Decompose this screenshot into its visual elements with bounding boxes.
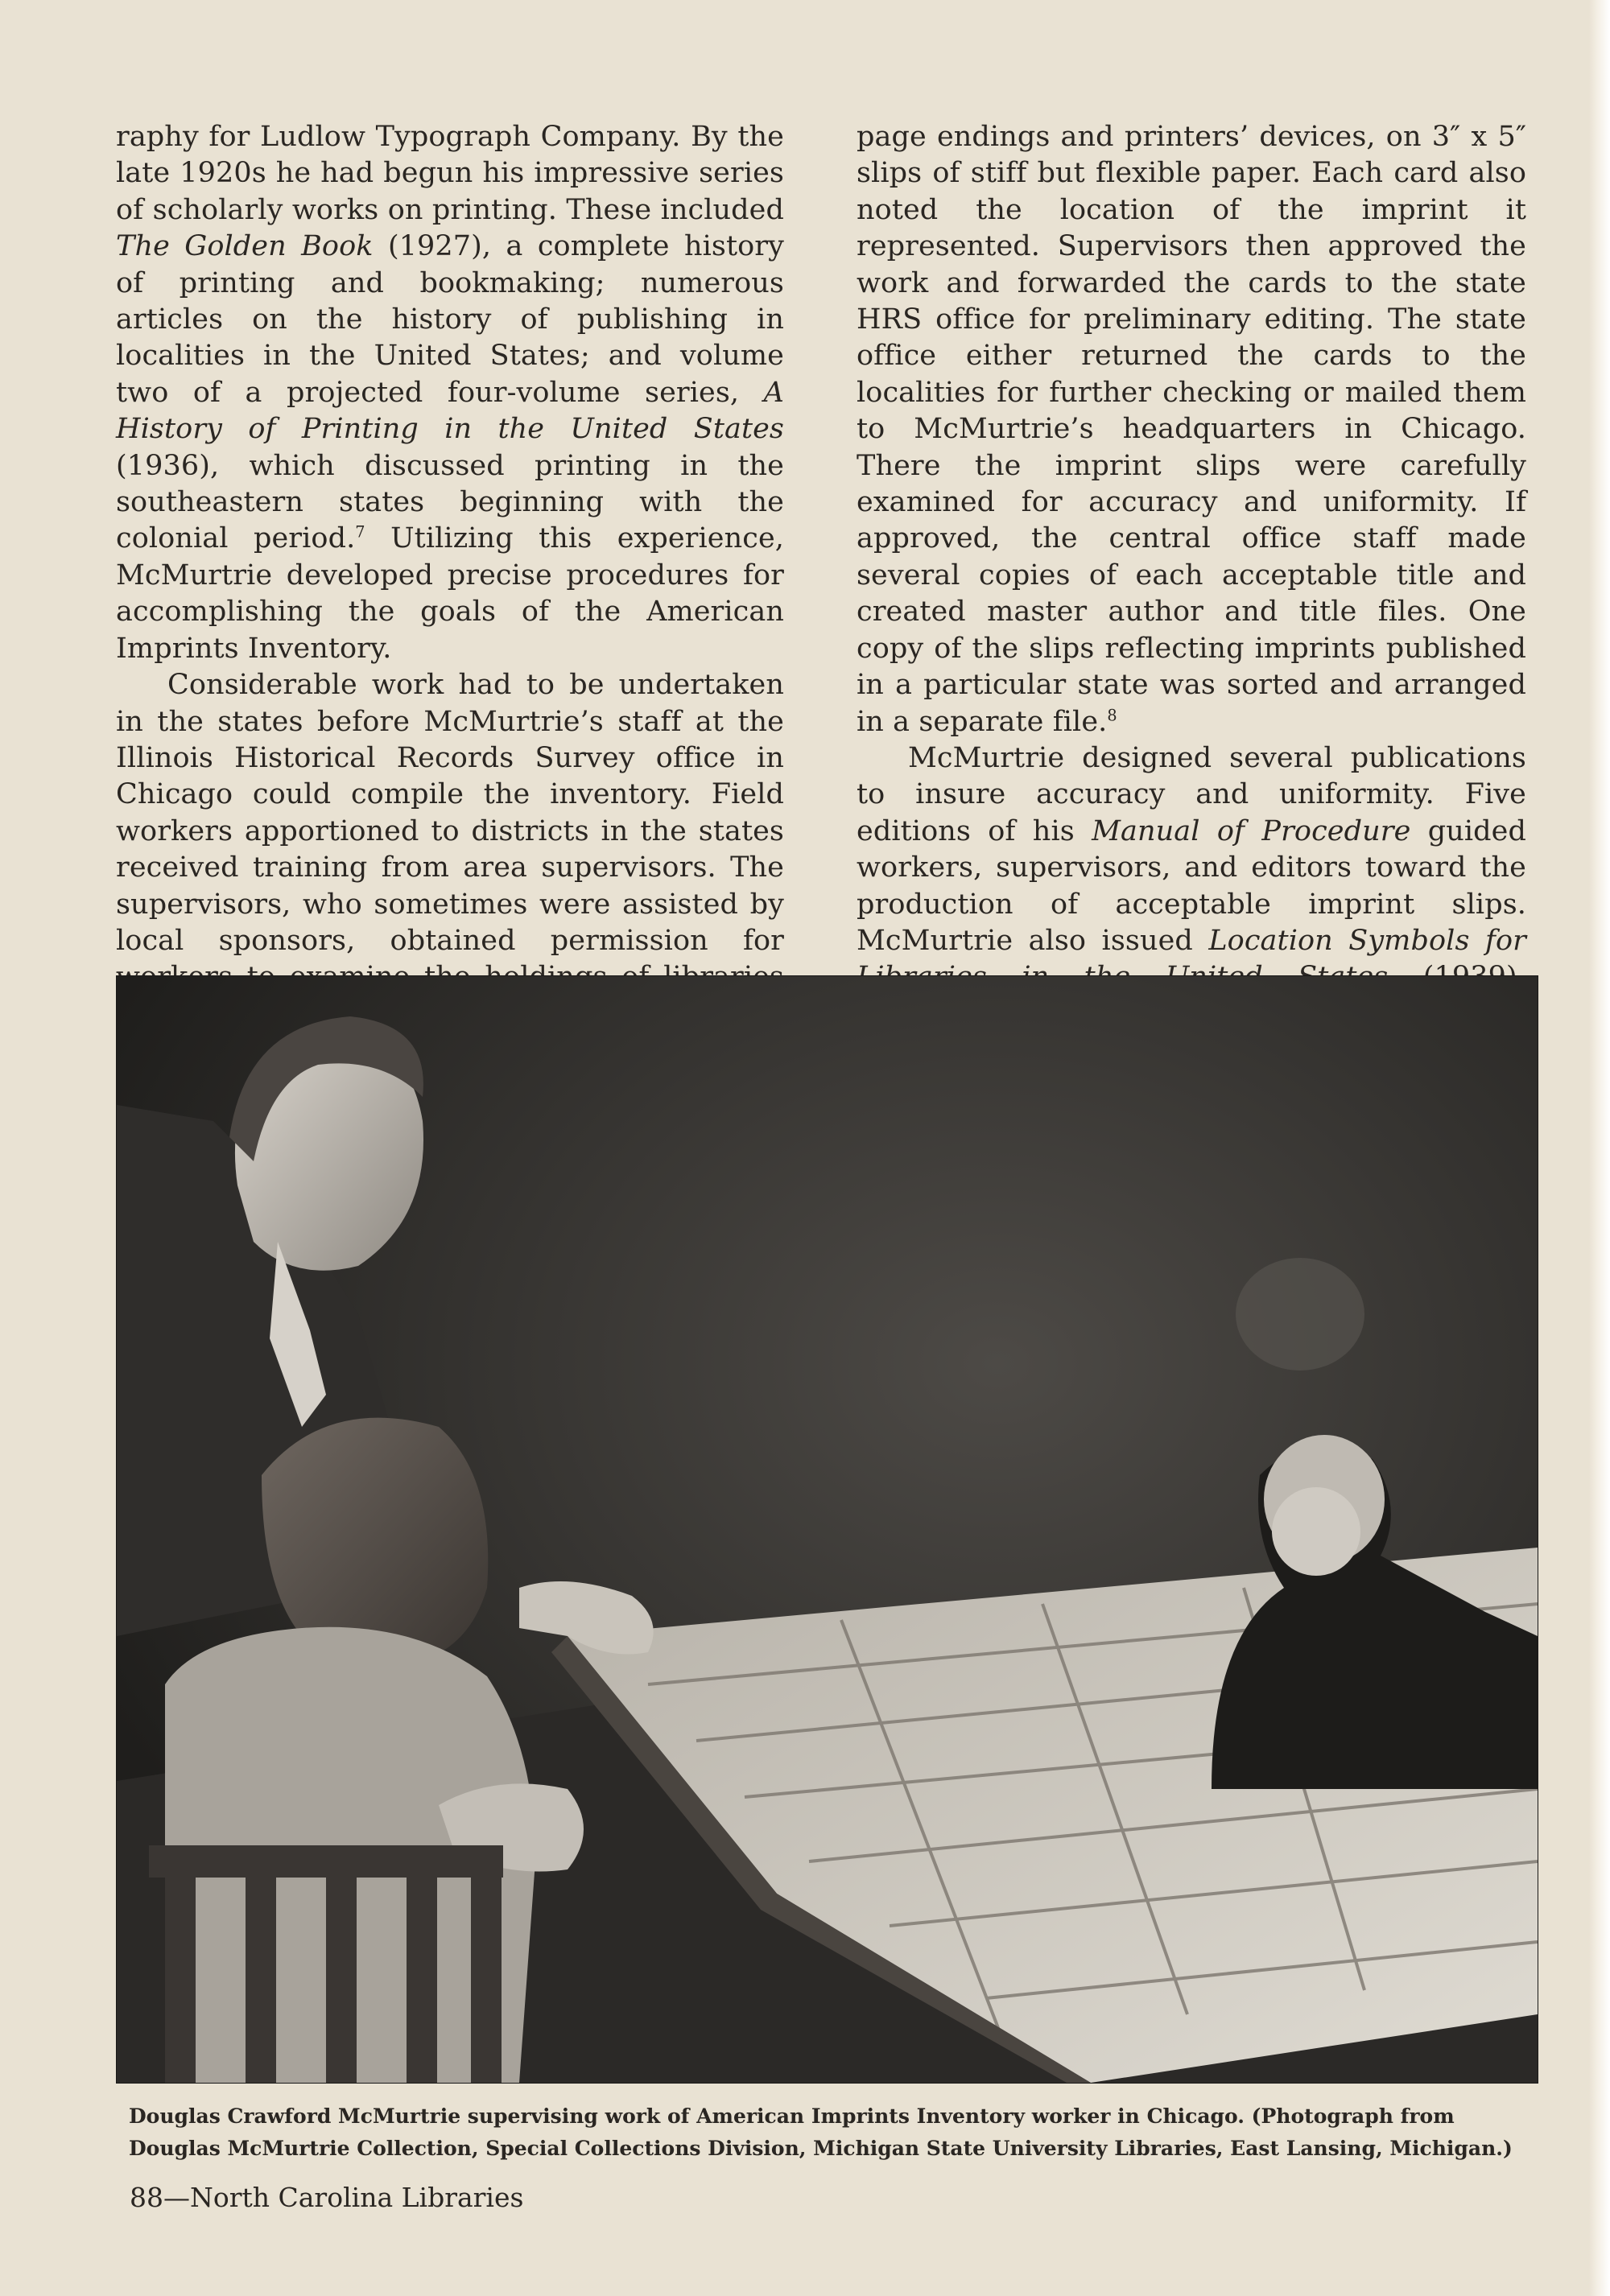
left-paragraph-1: raphy for Ludlow Typograph Company. By the late 1920s he had begun his impressive series of scholarly works on printing. These included The Golden Book (1927), a complete history of printing and bookmaking; numerous articles on the history of publishing in localities in the United States; and volume two of a projected four-volume series, A History of Printing in the United States (1936), which discussed printing in the southeastern states beginning with the colonial period.$^7$ Utilizing this experience, McMurtrie developed precise procedures for accomplishing the goals of the American Imprints Inventory. [116,121,784,665]
left-paragraph-2: Considerable work had to be undertaken in the states before McMurtrie’s staff at the Illinois Historical Records Survey office in Chicago could compile the inventory. Field workers apportioned to districts in the states received training from area supervisors. The supervisors, who sometimes were assisted by local sponsors, obtained permission for [116,669,784,957]
left-column [116,119,784,1106]
photo-caption: Douglas Crawford McMurtrie supervising work of American Imprints Inventory worker in Chicago. (Photograph from Douglas McMurtrie Collection, Special Collections Division, Michigan State University Libraries, East Lansing, Michigan.) [129,2104,1513,2160]
right-paragraph-2: McMurtrie designed several publications to insure accuracy and uniformity. Five editions of his Manual of Procedure guided workers, supervisors, and editors toward the production of acceptable imprint slips. McMurtrie also issued Location Symbols for [857,741,1527,957]
archival-photograph [116,975,1538,2084]
right-paragraph-1: page endings and printers’ devices, on 3″ x 5″ slips of stiff but flexible paper. Each card also noted the location of the imprint it represented. Supervisors then approved the work and forwarded the cards to the state HRS office for preliminary editing. The state office either returned the cards to the localities for further checking or mailed them to McMurtrie’s headquarters in Chicago. There the imprint slips were carefully examined for accuracy and uniformity. If approved, the central office staff made several copies of each acceptable title and created master author and title files. One copy of the slips reflecting imprints published in a particular state was sorted and arranged in a separate file.$^8$ [857,121,1526,738]
footnote-7: 7 [355,522,365,542]
right-column [857,119,1526,1070]
page-folio: 88—North Carolina Libraries [130,2182,524,2213]
footnote-8: 8 [1107,705,1117,724]
page-edge [1589,0,1610,2296]
